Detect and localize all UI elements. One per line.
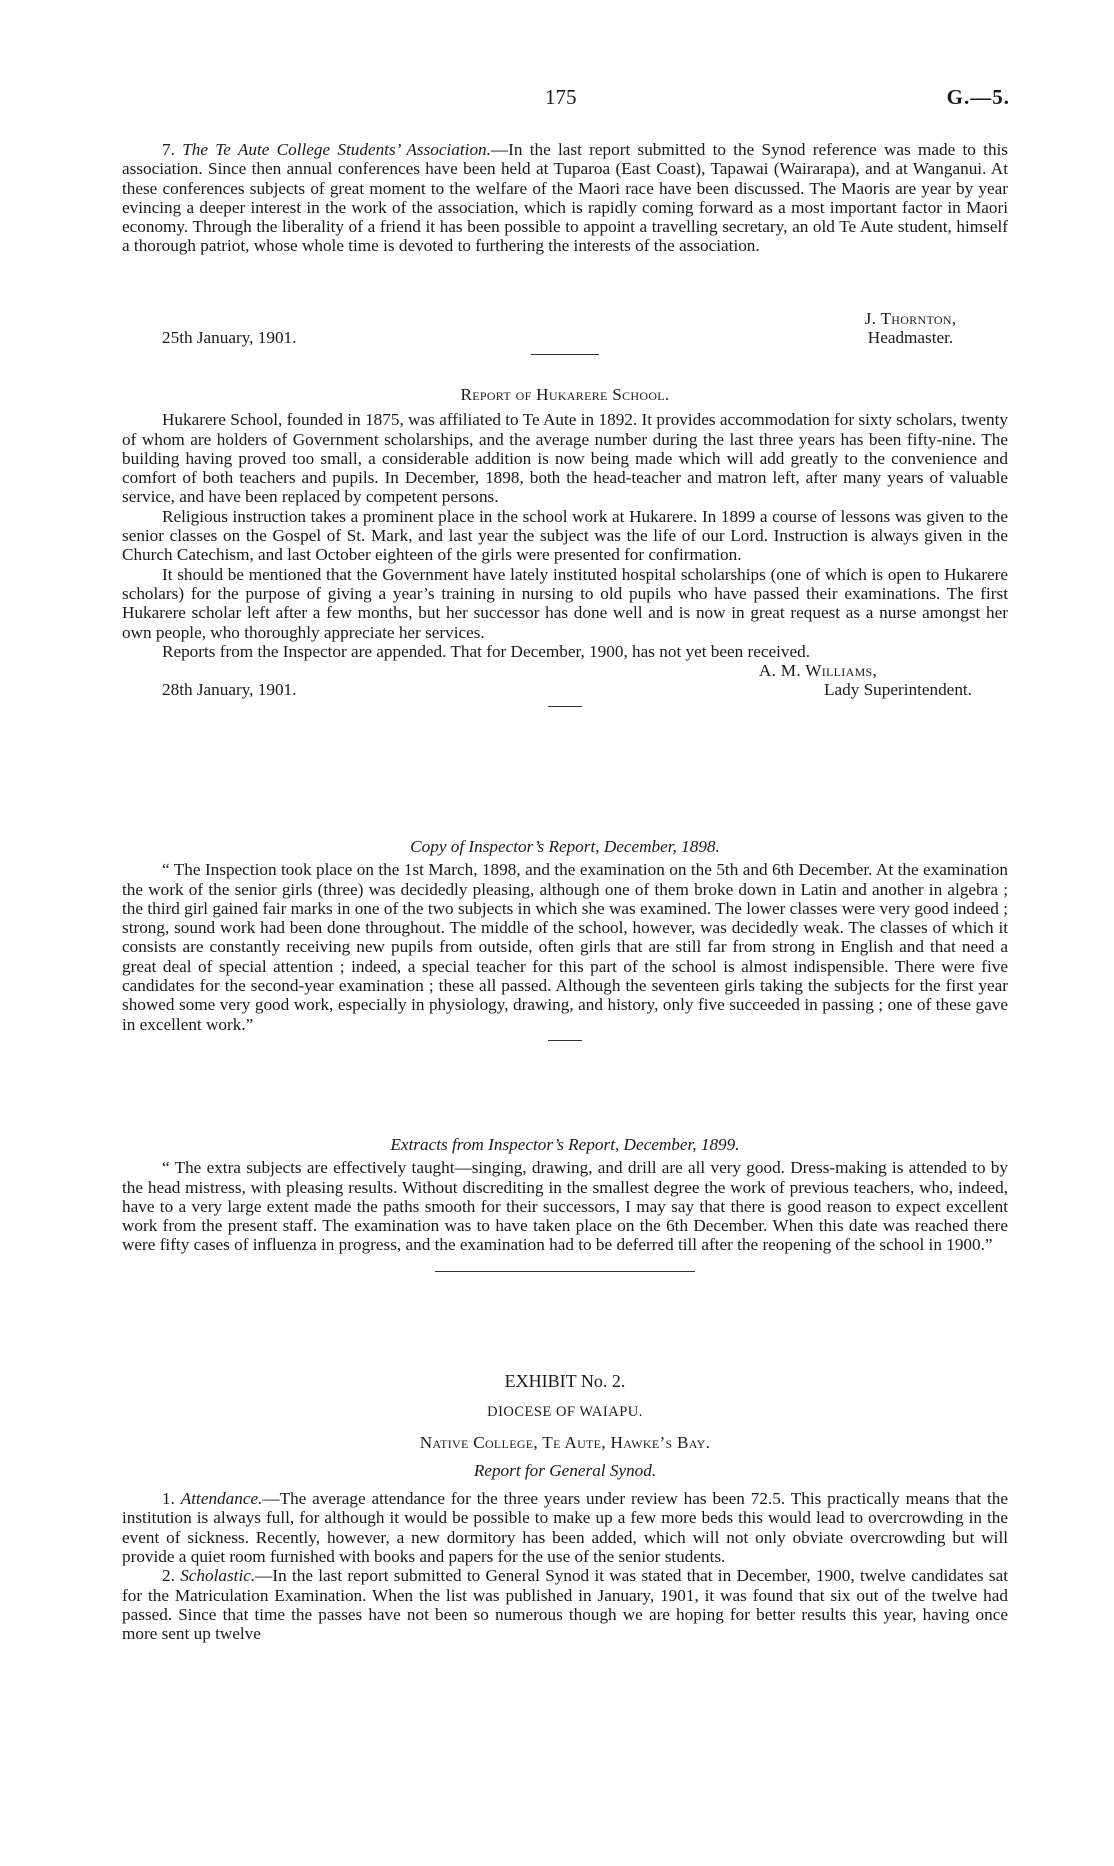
section-7 [122, 140, 1008, 256]
inspector-extracts-1899-heading: Extracts from Inspector’s Report, December, 1899. [390, 1135, 740, 1154]
signature-name-2: A. M. Williams, [758, 661, 878, 681]
separator-dash [548, 706, 582, 707]
hukarere-paragraph-1: Hukarere School, founded in 1875, was affiliated to Te Aute in 1892. It provides accommodation for sixty scholars, twenty of whom are holders of Government scholarships, and the average number during the last three years has been fifty-nine. The building having proved too small, a considerable addition is now being made which will add greatly to the convenience and comfort of both teachers and pupils. In December, 1898, both the head-teacher and matron left, after many years of valuable service, and have been replaced by competent persons. [122, 410, 1008, 507]
exhibit-title: EXHIBIT No. 2. [504, 1371, 626, 1391]
signature-name-1: J. Thornton, [864, 309, 957, 328]
exhibit-college: Native College, Te Aute, Hawke’s Bay. [419, 1432, 711, 1452]
scholastic-title: Scholastic. [180, 1566, 256, 1586]
hukarere-heading: Report of Hukarere School. [460, 385, 670, 404]
section-7-number: 7. [162, 140, 175, 159]
section-7-title: The Te Aute College Students’ Association. [182, 140, 491, 159]
inspector-extracts-1899 [122, 1135, 1008, 1280]
attendance-title: Attendance. [180, 1489, 263, 1509]
section-7-paragraph [122, 140, 1008, 256]
scholastic-paragraph: 2. Scholastic.—In the last report submitted to General Synod it was stated that in December, 1900, twelve candidates sat for the Matriculation Examination. When the list was published in January, 1901, it was found that six out of the twelve had passed. Since that time the passes have not been so numerous though we are hoping for better results this year, having once more sent up twelve [122, 1566, 1009, 1644]
page-number: 175 [545, 85, 577, 109]
inspector-report-1898-text: “ The Inspection took place on the 1st March, 1898, and the examination on the 5th and 6th December. At the examination the work of the senior girls (three) was decidedly pleasing, although one of them broke down in Latin and another in algebra ; the third girl gained fair marks in one of the two subjects in which she was examined. The lower classes were very good indeed ; strong, sound work had been done throughout. The middle of the school, however, was decidedly weak. The classes of which it consists are constantly receiving new pupils from outside, often girls that are still far from strong in English and that need a great deal of special attention ; indeed, a special teacher for this part of the school is almost indispensible. There were five candidates for the second-year examination ; these all passed. Although the seventeen girls taking the subjects for the first year showed some very good work, especially in physiology, drawing, and history, only five succeeded in passing ; one of these gave in excellent work.” [122, 860, 1008, 1034]
hukarere-paragraph-2: Religious instruction takes a prominent place in the school work at Hukarere. In 1899 a course of lessons was given to the senior classes on the Gospel of St. Mark, and last year the subject was the life of our Lord. Instruction is always given in the Church Catechism, and last October eighteen of the girls were presented for confirmation. [122, 506, 1008, 565]
attendance-paragraph: 1. Attendance.—The average attendance for the three years under review has been 72.5. This practically means that the institution is always full, for although it would be possible to make up a few more beds this would lead to overcrowding in the event of sickness. Recently, however, a new dormitory has been added, which will not only obviate overcrowding but will provide a quiet room furnished with books and papers for the use of the senior students. [122, 1489, 1009, 1567]
exhibit-diocese: DIOCESE OF WAIAPU. [487, 1404, 643, 1421]
signature-date-1: 25th January, 1901. [162, 328, 297, 348]
section-7-text: —In the last report submitted to the Synod reference was made to this association. Since then annual conferences have been held at Tuparoa (East Coast), Tapawai (Wairarapa), and at Wanganui. At these conferences subjects of great moment to the welfare of the Maori race have been discussed. The Maoris are year by year evincing a deeper interest in the work of the association, which is rapidly coming forward as a most important factor in Maori economy. Through the liberality of a friend it has been possible to appoint a travelling secretary, an old Te Aute student, himself a thorough patriot, whose whole time is devoted to furthering the interests of the association. [122, 140, 1008, 256]
hukarere-paragraph-3: It should be mentioned that the Government have lately instituted hospital scholarships (one of which is open to Hukarere scholars) for the purpose of giving a year’s training in nursing to old pupils who have passed their examinations. The first Hukarere scholar left after a few months, but her successor has done well and is now in great request as a nurse amongst her own people, who thoroughly appreciate her services. [122, 564, 1008, 642]
page-header [0, 85, 1114, 114]
signature-block-1 [122, 309, 1008, 361]
inspector-report-1898-heading: Copy of Inspector’s Report, December, 1898. [410, 837, 720, 856]
separator-dash [548, 1040, 582, 1041]
inspector-extracts-1899-text: “ The extra subjects are effectively taught—singing, drawing, and drill are all very good. Dress-making is attended to by the head mistress, with pleasing results. Without discrediting in the smallest degree the work of previous teachers, who, indeed, have to a very large extent made the paths smooth for their successors, I may say that there is good reason to expect excellent work from the present staff. The examination was to have taken place on the 6th December. When this date was reached there were fifty cases of influenza in progress, and the examination had to be deferred till after the reopening of the school in 1900.” [122, 1158, 1008, 1255]
signature-date-2: 28th January, 1901. [162, 680, 297, 700]
separator-dash [531, 354, 599, 355]
signature-title-2: Lady Superintendent. [824, 680, 972, 700]
separator-rule [435, 1271, 695, 1272]
hukarere-paragraph-4: Reports from the Inspector are appended. That for December, 1900, has not yet been received. [162, 641, 811, 661]
inspector-report-1898 [122, 837, 1008, 1047]
document-reference: G.—5. [946, 85, 1010, 109]
exhibit-report-title: Report for General Synod. [473, 1460, 657, 1480]
signature-title-1: Headmaster. [867, 328, 954, 348]
exhibit-2 [122, 1372, 1008, 1644]
hukarere-report [122, 385, 1008, 713]
